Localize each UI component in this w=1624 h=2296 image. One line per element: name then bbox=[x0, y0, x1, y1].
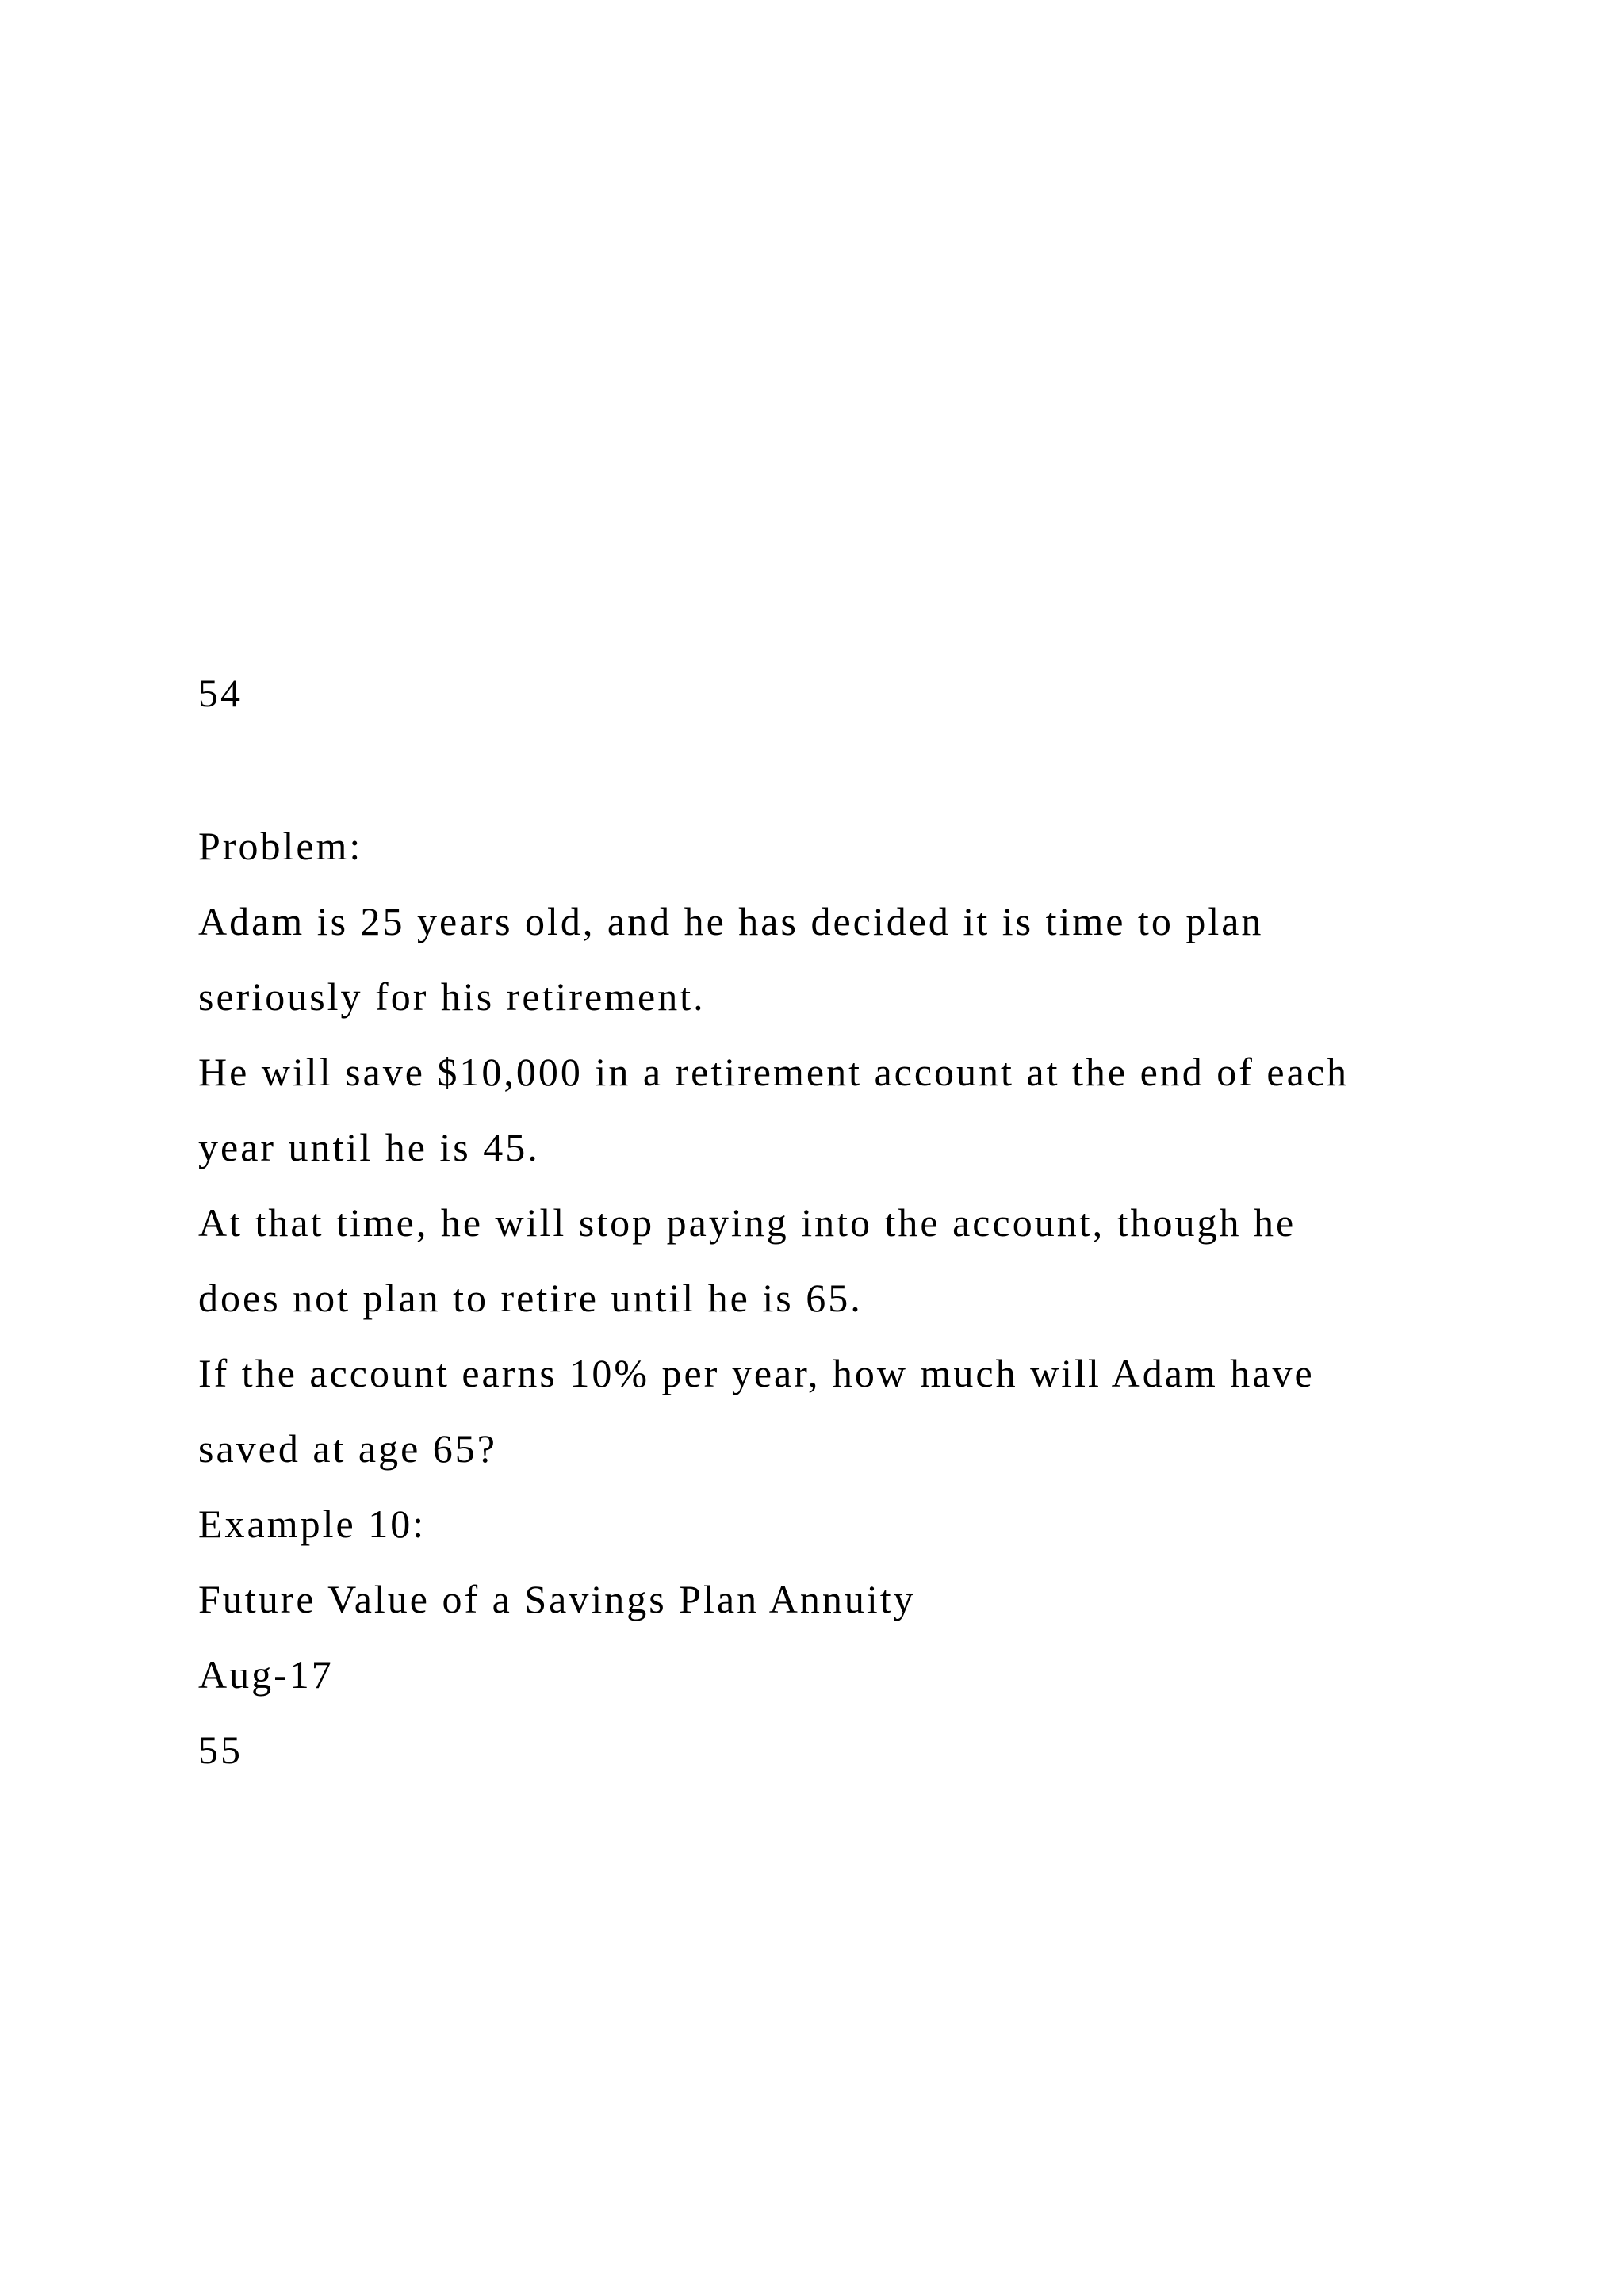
example-title: Future Value of a Savings Plan Annuity bbox=[198, 1577, 916, 1621]
problem-line: If the account earns 10% per year, how much will Adam have bbox=[198, 1351, 1315, 1395]
date-label: Aug-17 bbox=[198, 1652, 334, 1697]
page-number-bottom: 55 bbox=[198, 1728, 243, 1772]
problem-line: Adam is 25 years old, and he has decided it is time to plan bbox=[198, 899, 1264, 943]
problem-line: At that time, he will stop paying into the account, though he bbox=[198, 1200, 1297, 1245]
problem-heading: Problem: bbox=[198, 824, 363, 868]
problem-line: saved at age 65? bbox=[198, 1426, 498, 1471]
problem-line: does not plan to retire until he is 65. bbox=[198, 1276, 863, 1320]
problem-line: year until he is 45. bbox=[198, 1125, 540, 1169]
page-number-top: 54 bbox=[198, 671, 243, 715]
example-label: Example 10: bbox=[198, 1502, 427, 1546]
problem-line: He will save $10,000 in a retirement account at the end of each bbox=[198, 1050, 1350, 1094]
problem-line: seriously for his retirement. bbox=[198, 974, 706, 1019]
